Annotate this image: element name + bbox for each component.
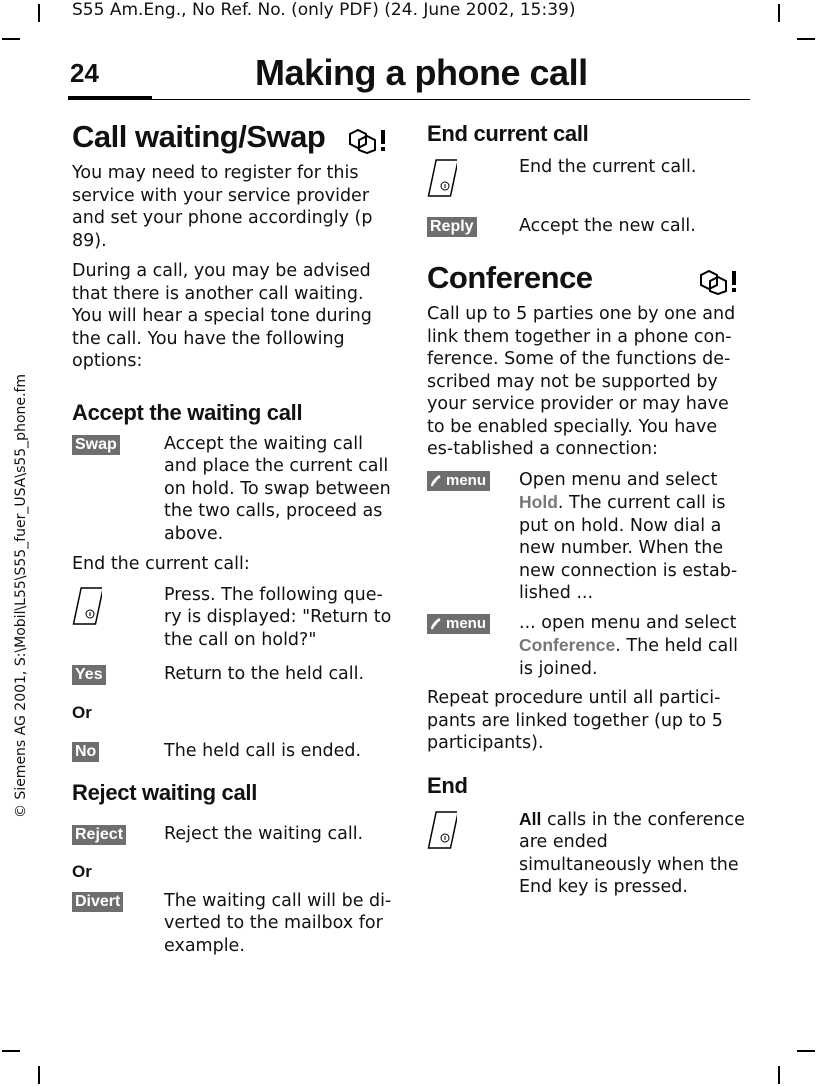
instruction-row: [427, 612, 745, 681]
instruction-text: The waiting call will be di-verted to the mailbox for example.: [164, 890, 392, 956]
reject-softkey[interactable]: Reject: [72, 825, 126, 845]
left-column: [72, 118, 394, 957]
menu-ref-conference: Conference: [519, 635, 616, 655]
crop-mark: [38, 4, 40, 22]
subheading-reject: Reject waiting call: [72, 779, 258, 805]
intro-paragraph-2: During a call, you may be advised that there is another call waiting. You will hear a special tone during the call. You have the following options:: [72, 261, 372, 371]
instruction-text: All calls in the conference are ended simultaneously when the End key is pressed.: [519, 808, 745, 897]
phone-handset-icon: [430, 617, 442, 631]
reply-softkey[interactable]: Reply: [427, 217, 477, 237]
instruction-row: [72, 433, 394, 546]
no-softkey[interactable]: No: [72, 742, 99, 762]
or-label: Or: [72, 862, 92, 881]
intro-paragraph: You may need to register for this service with your service provider and set your phone accordingly (p 89).: [72, 163, 373, 251]
crop-mark: [778, 1066, 780, 1084]
instruction-text: Open menu and select Hold. The current call is put on hold. Now dial a new number. When the new connection is estab-lished ...: [519, 469, 738, 603]
instruction-row: [427, 156, 745, 207]
end-current-label: End the current call:: [72, 554, 250, 574]
menu-softkey[interactable]: menu: [427, 471, 490, 491]
subheading-end: End: [427, 772, 468, 798]
yes-softkey[interactable]: Yes: [72, 665, 106, 685]
repeat-paragraph: Repeat procedure until all partici-pants are linked together (up to 5 participants).: [427, 688, 723, 753]
instruction-text: Accept the waiting call and place the current call on hold. To swap between the two calls, proceed as above.: [164, 433, 391, 544]
instruction-row: [427, 469, 745, 605]
swap-softkey[interactable]: Swap: [72, 435, 120, 455]
crop-mark: [797, 38, 815, 40]
instruction-row: [427, 808, 745, 899]
instruction-row: [72, 740, 394, 763]
crop-mark: [778, 4, 780, 22]
subheading-accept: Accept the waiting call: [72, 399, 303, 425]
page-title: Making a phone call: [255, 52, 588, 93]
instruction-text: End the current call.: [519, 157, 697, 177]
instruction-text: Accept the new call.: [519, 215, 696, 236]
instruction-row: [72, 663, 394, 686]
service-provider-icon: [346, 128, 390, 154]
section-heading-call-waiting: Call waiting/Swap: [72, 118, 394, 156]
instruction-text: ... open menu and select Conference. The held call is joined.: [519, 612, 738, 679]
end-key-icon[interactable]: [427, 156, 457, 200]
right-column: [427, 118, 745, 899]
subheading-end-current: End current call: [427, 121, 589, 146]
crop-mark: [797, 1050, 815, 1052]
instruction-text: Reject the waiting call.: [164, 823, 364, 844]
phone-handset-icon: [430, 474, 442, 488]
instruction-row: [72, 584, 394, 652]
page-number: 24: [70, 58, 99, 88]
instruction-text: The held call is ended.: [164, 741, 362, 761]
header-rule-thick: [68, 96, 152, 100]
service-provider-icon: [697, 269, 741, 295]
header-rule: [152, 99, 750, 100]
menu-softkey[interactable]: menu: [427, 614, 490, 634]
instruction-row: [72, 890, 394, 958]
crop-mark: [2, 38, 20, 40]
or-label: Or: [72, 702, 92, 722]
crop-mark: [2, 1050, 20, 1052]
instruction-text: Return to the held call.: [164, 664, 365, 684]
copyright-sidebar: © Siemens AG 2001, S:\Mobil\L55\S55_fuer_USA\s55_phone.fm: [13, 373, 29, 819]
end-key-icon[interactable]: [427, 808, 457, 852]
document-meta: S55 Am.Eng., No Ref. No. (only PDF) (24. June 2002, 15:39): [72, 0, 576, 20]
end-key-icon[interactable]: [72, 584, 102, 628]
divert-softkey[interactable]: Divert: [72, 892, 123, 912]
menu-ref-hold: Hold: [519, 492, 558, 512]
instruction-text: Press. The following que-ry is displayed: "Return to the call on hold?": [164, 584, 392, 650]
instruction-row: [427, 215, 745, 238]
conference-intro: Call up to 5 parties one by one and link them together in a phone con-ference. Some of the functions de-scribed may not be supported by your service provider or may have to be enabled specially. You have es-tablished a connection:: [427, 304, 736, 459]
section-heading-conference: Conference: [427, 259, 745, 297]
crop-mark: [38, 1066, 40, 1084]
instruction-row: [72, 823, 394, 846]
